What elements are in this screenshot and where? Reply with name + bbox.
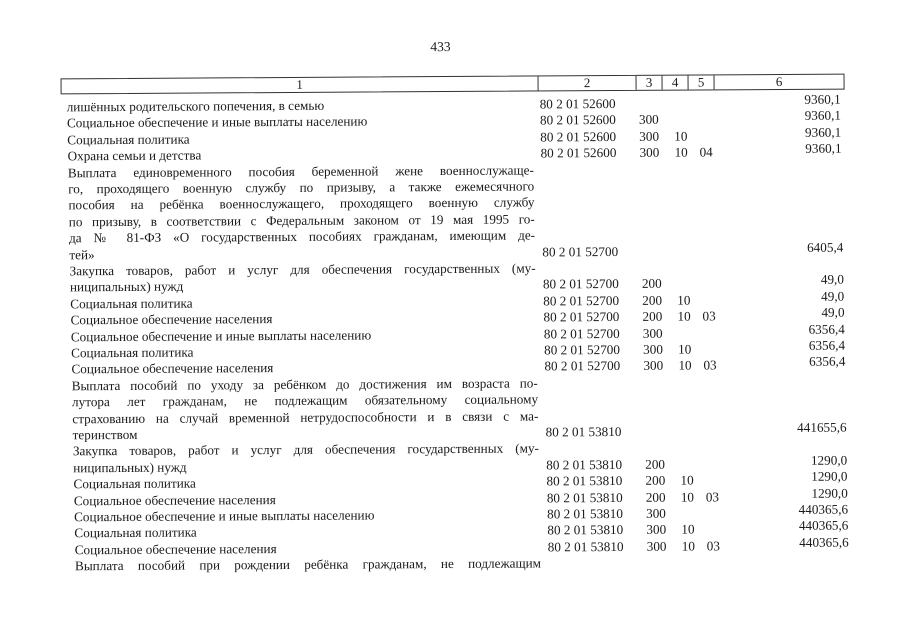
row-col-3: 300 [646,505,666,521]
row-description-line: страхованию на случай временной нетрудоспособности и в связи с ма- [72,408,539,426]
row-description-line: Социальная политика [74,524,197,541]
row-code: 80 2 01 52700 [544,341,620,358]
row-col-3: 200 [642,292,663,308]
row-col-3: 300 [646,522,667,538]
row-col-4: 10 [681,521,695,537]
row-description-line: Социальное обеспечение и иные выплаты населению [66,113,368,131]
row-col-4: 10 [681,538,695,554]
row-col-3: 300 [638,112,659,128]
row-description-line: ниципальных) нужд [73,459,187,476]
row-description-line: Охрана семьи и детства [67,147,202,164]
row-description-line: Социальная политика [73,475,196,492]
row-description-line: лишённых родительского попечения, в семью [66,97,325,115]
row-amount: 6356,4 [809,353,846,370]
row-col-3: 200 [641,276,662,292]
row-amount: 49,0 [820,271,844,288]
row-amount: 440365,6 [798,517,849,534]
row-description-line: Социальное обеспечение населения [74,540,277,558]
row-description-line: пособия на ребёнка военнослужащего, проходящего военную службу [68,194,535,213]
row-col-4: 10 [677,292,691,308]
row-description-line: Социальная политика [71,344,194,361]
row-amount: 49,0 [821,304,845,320]
header-col-2: 2 [538,76,636,91]
row-amount: 6356,4 [808,337,846,353]
row-description-line: да № 81-ФЗ «О государственных пособиях гражданам, имеющим де- [69,227,536,246]
row-description-line: Закупка товаров, работ и услуг для обеспечения государственных (му- [69,260,536,279]
row-code: 80 2 01 53810 [547,522,624,538]
row-col-3: 300 [646,538,667,554]
row-amount: 9360,1 [805,140,842,157]
row-description-line: Социальная политика [70,295,193,312]
row-description-line: Закупка товаров, работ и услуг для обеспечения государственных (му- [72,440,539,459]
row-amount: 1290,0 [810,452,848,468]
row-amount: 1290,0 [811,485,848,501]
row-description-line: по призыву, в соответствии с Федеральным законом от 19 мая 1995 го- [68,211,535,230]
row-col-3: 300 [642,325,663,341]
row-amount: 440365,6 [799,534,849,550]
row-amount: 6405,4 [807,239,844,255]
row-col-3: 200 [642,308,663,325]
row-col-3: 200 [645,489,666,505]
row-col-5: 03 [706,538,720,554]
row-description-line: теринством [72,426,138,443]
row-col-4: 10 [678,357,692,373]
row-code: 80 2 01 52600 [540,145,617,161]
row-code: 80 2 01 52700 [543,292,620,309]
row-col-4: 10 [677,308,691,324]
header-col-5: 5 [688,75,714,89]
header-col-4: 4 [662,76,688,90]
row-description-line: Социальное обеспечение населения [73,491,276,508]
row-col-4: 10 [678,341,692,357]
row-col-4: 10 [674,144,688,160]
row-amount: 1290,0 [811,468,848,484]
row-code: 80 2 01 52700 [543,325,620,342]
row-amount: 9360,1 [804,107,841,124]
row-col-4: 10 [674,128,688,144]
row-description-line: Социальное обеспечение и иные выплаты населению [70,327,372,344]
row-code: 80 2 01 52600 [540,128,617,145]
row-code: 80 2 01 53810 [547,538,624,555]
row-col-3: 300 [639,144,660,161]
row-description-line: лутора лет гражданам, не подлежащим обязательному социальному [71,391,539,410]
row-description-line: Социальное обеспечение и иные выплаты населению [74,507,375,525]
row-code: 80 2 01 52600 [539,95,616,112]
row-description-line: Социальное обеспечение населения [70,311,273,328]
row-code: 80 2 01 53810 [546,489,623,506]
row-col-5: 03 [702,308,716,324]
header-col-1: 1 [296,76,303,92]
row-description-line: Выплата пособий при рождении ребёнка гражданам, не подлежащим [74,555,542,574]
row-code: 80 2 01 53810 [546,473,623,489]
row-col-4: 10 [680,472,694,488]
row-col-5: 03 [705,488,720,505]
row-code: 80 2 01 52700 [543,309,620,325]
row-description-line: го, проходящего военную службу по призыву, а также ежемесячного [68,178,535,197]
row-code: 80 2 01 52700 [542,243,619,260]
header-col-3: 3 [636,76,662,90]
row-amount: 441655,6 [797,419,847,435]
row-col-3: 200 [645,472,666,488]
row-col-3: 300 [639,128,660,144]
row-description-line: ниципальных) нужд [69,279,184,295]
header-col-6: 6 [714,75,844,90]
row-col-5: 04 [699,144,713,160]
row-code: 80 2 01 52700 [542,276,619,292]
row-code: 80 2 01 53810 [547,505,623,522]
row-description-line: Социальная политика [67,131,190,148]
row-code: 80 2 01 53810 [545,423,622,440]
row-col-3: 300 [643,358,664,374]
row-col-3: 200 [645,456,666,472]
row-col-5: 03 [703,357,717,373]
row-amount: 6356,4 [808,321,845,337]
row-code: 80 2 01 52700 [544,358,621,374]
page-number: 433 [430,38,451,55]
row-code: 80 2 01 53810 [546,456,623,473]
row-col-4: 10 [680,489,695,505]
row-description-line: Социальное обеспечение населения [71,360,274,377]
row-amount: 9360,1 [804,124,842,140]
row-amount: 440365,6 [798,501,849,517]
row-amount: 49,0 [821,288,845,304]
row-description-line: Выплата единовременного пособия беременной жене военнослужаще- [67,162,534,180]
row-description-line: Выплата пособий по уходу за ребёнком до достижения им возраста по- [71,375,538,394]
row-description-line: тей» [69,246,95,262]
row-col-3: 300 [643,341,663,357]
row-code: 80 2 01 52600 [539,112,616,128]
row-amount: 9360,1 [804,91,841,107]
